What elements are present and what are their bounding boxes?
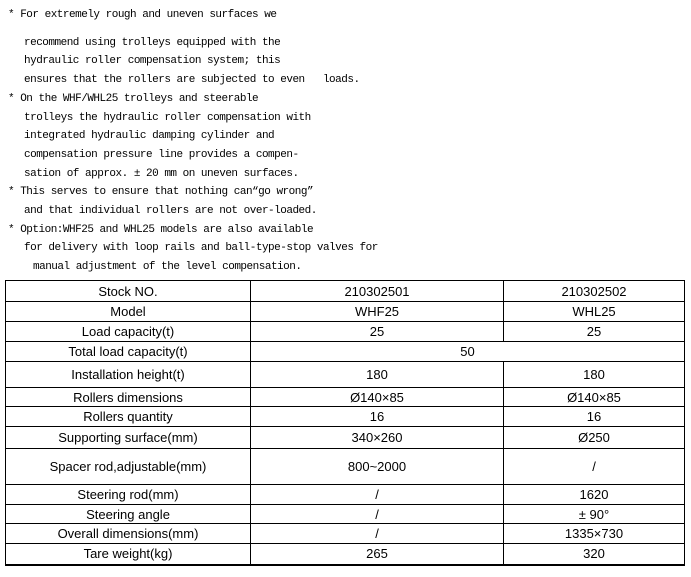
row-value-col1: / [251, 505, 504, 524]
note-line: hydraulic roller compensation system; this [24, 55, 281, 68]
row-value-col2: 320 [504, 544, 685, 565]
note-line: sation of approx. ± 20 mm on uneven surfaces. [24, 167, 299, 180]
row-label: Tare weight(kg) [6, 544, 251, 565]
row-label: Installation height(t) [6, 362, 251, 388]
row-value-col2: / [504, 449, 685, 485]
table-row [6, 407, 685, 427]
row-value-col2: 1620 [504, 485, 685, 505]
note-line: recommend using trolleys equipped with the [24, 36, 281, 49]
note-line: for delivery with loop rails and ball-type-stop valves for [24, 242, 378, 255]
row-label: Overall dimensions(mm) [6, 524, 251, 544]
note-line: * For extremely rough and uneven surfaces we [8, 9, 277, 21]
table-row [6, 281, 685, 302]
row-value-col1: 180 [251, 362, 504, 388]
row-value-col1: 340×260 [251, 427, 504, 449]
note-line: manual adjustment of the level compensation. [33, 261, 302, 274]
note-line: * This serves to ensure that nothing can“go wrong” [8, 186, 314, 199]
spec-table-body [6, 281, 685, 565]
row-label: Rollers quantity [6, 407, 251, 427]
note-line: trolleys the hydraulic roller compensation with [24, 111, 311, 124]
note-line: and that individual rollers are not over-loaded. [24, 205, 317, 218]
row-value-col1: 210302501 [251, 281, 504, 302]
row-label: Steering rod(mm) [6, 485, 251, 505]
table-row [6, 485, 685, 505]
table-row [6, 427, 685, 449]
table-row [6, 342, 685, 362]
row-label: Spacer rod,adjustable(mm) [6, 449, 251, 485]
row-value-col1: Ø140×85 [251, 388, 504, 407]
spec-table [5, 280, 685, 566]
row-value-col1: WHF25 [251, 302, 504, 322]
table-row [6, 544, 685, 565]
row-value-merged: 50 [251, 342, 685, 362]
row-value-col1: / [251, 524, 504, 544]
table-row [6, 505, 685, 524]
note-line: ensures that the rollers are subjected to even loads. [24, 74, 360, 87]
note-line: compensation pressure line provides a compen- [24, 148, 299, 161]
row-value-col2: Ø140×85 [504, 388, 685, 407]
row-value-col2: 180 [504, 362, 685, 388]
row-label: Steering angle [6, 505, 251, 524]
row-value-col2: 210302502 [504, 281, 685, 302]
row-value-col2: WHL25 [504, 302, 685, 322]
notes-section [8, 6, 378, 277]
note-line: integrated hydraulic damping cylinder and [24, 130, 275, 143]
note-line: * Option:WHF25 and WHL25 models are also available [8, 223, 314, 236]
row-label: Model [6, 302, 251, 322]
table-row [6, 322, 685, 342]
row-value-col2: 25 [504, 322, 685, 342]
row-value-col1: / [251, 485, 504, 505]
row-value-col1: 800~2000 [251, 449, 504, 485]
note-line: * On the WHF/WHL25 trolleys and steerable [8, 92, 259, 105]
table-row [6, 524, 685, 544]
row-value-col2: ± 90° [504, 505, 685, 524]
row-value-col2: 1335×730 [504, 524, 685, 544]
table-row [6, 449, 685, 485]
table-row [6, 302, 685, 322]
table-row [6, 388, 685, 407]
row-value-col1: 25 [251, 322, 504, 342]
row-label: Load capacity(t) [6, 322, 251, 342]
row-value-col2: Ø250 [504, 427, 685, 449]
table-row [6, 362, 685, 388]
row-label: Stock NO. [6, 281, 251, 302]
row-value-col2: 16 [504, 407, 685, 427]
row-value-col1: 265 [251, 544, 504, 565]
row-label: Rollers dimensions [6, 388, 251, 407]
row-value-col1: 16 [251, 407, 504, 427]
row-label: Total load capacity(t) [6, 342, 251, 362]
row-label: Supporting surface(mm) [6, 427, 251, 449]
